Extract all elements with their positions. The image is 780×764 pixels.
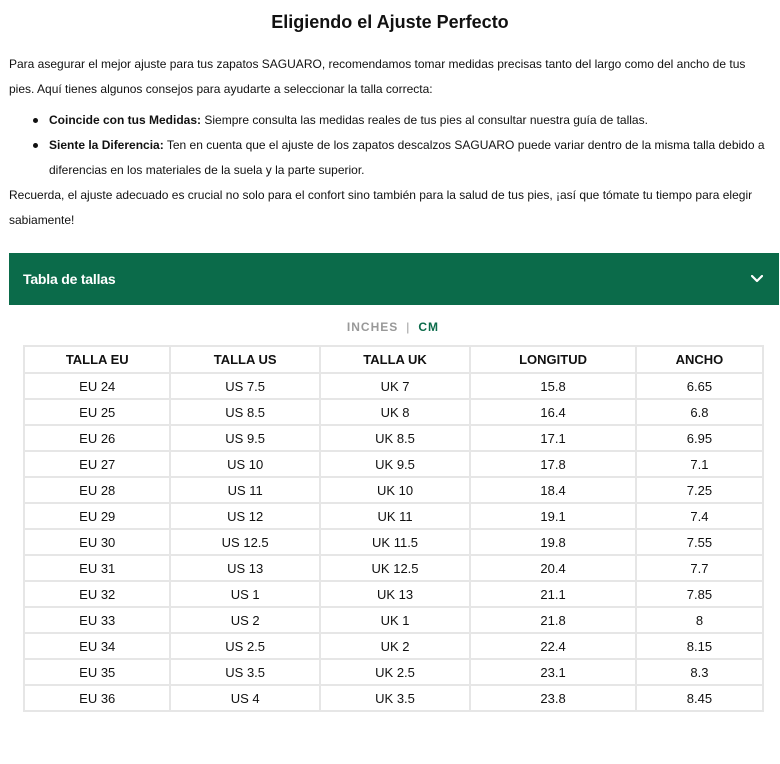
tip-text: Siempre consulta las medidas reales de tus pies al consultar nuestra guía de tallas. [201, 113, 648, 127]
table-cell: EU 32 [24, 581, 170, 607]
table-header-row [24, 346, 763, 373]
table-cell: EU 28 [24, 477, 170, 503]
tip-label: Coincide con tus Medidas: [49, 113, 202, 127]
table-cell: UK 2.5 [320, 659, 470, 685]
table-cell: 8.3 [636, 659, 763, 685]
table-cell: UK 9.5 [320, 451, 470, 477]
table-cell: EU 35 [24, 659, 170, 685]
table-cell: 7.7 [636, 555, 763, 581]
chevron-down-icon[interactable] [749, 271, 765, 287]
intro-paragraph: Para asegurar el mejor ajuste para tus zapatos SAGUARO, recomendamos tomar medidas precisas tanto del largo como del ancho de tus pies. Aquí tienes algunos consejos para ayudarte a seleccionar la talla correcta: [9, 57, 746, 96]
table-row [24, 555, 763, 581]
table-cell: US 9.5 [170, 425, 319, 451]
table-cell: US 10 [170, 451, 319, 477]
table-row [24, 425, 763, 451]
table-cell: 23.8 [470, 685, 636, 711]
size-table [23, 345, 764, 712]
table-cell: EU 24 [24, 373, 170, 399]
table-cell: 19.1 [470, 503, 636, 529]
tip-item [9, 108, 774, 133]
table-cell: US 7.5 [170, 373, 319, 399]
table-row [24, 685, 763, 711]
table-cell: 7.85 [636, 581, 763, 607]
table-cell: 15.8 [470, 373, 636, 399]
table-cell: EU 31 [24, 555, 170, 581]
table-cell: US 3.5 [170, 659, 319, 685]
unit-toggle [0, 320, 780, 334]
page-title: Eligiendo el Ajuste Perfecto [271, 12, 509, 32]
table-cell: UK 7 [320, 373, 470, 399]
table-cell: US 1 [170, 581, 319, 607]
column-header: ANCHO [636, 346, 763, 373]
table-row [24, 633, 763, 659]
table-cell: 22.4 [470, 633, 636, 659]
bullet-icon [33, 143, 38, 148]
table-cell: 7.4 [636, 503, 763, 529]
closing-paragraph: Recuerda, el ajuste adecuado es crucial no solo para el confort sino también para la salud de tus pies, ¡así que tómate tu tiempo para elegir sabiamente! [9, 188, 753, 227]
table-cell: 17.1 [470, 425, 636, 451]
table-cell: 21.1 [470, 581, 636, 607]
table-cell: UK 3.5 [320, 685, 470, 711]
table-cell: UK 10 [320, 477, 470, 503]
table-cell: UK 1 [320, 607, 470, 633]
table-cell: 21.8 [470, 607, 636, 633]
table-cell: US 12.5 [170, 529, 319, 555]
table-cell: UK 2 [320, 633, 470, 659]
table-cell: 16.4 [470, 399, 636, 425]
tip-label: Siente la Diferencia: [49, 138, 164, 152]
unit-cm-toggle[interactable]: CM [418, 320, 440, 334]
column-header: LONGITUD [470, 346, 636, 373]
table-cell: UK 11.5 [320, 529, 470, 555]
table-cell: EU 27 [24, 451, 170, 477]
table-cell: UK 13 [320, 581, 470, 607]
table-cell: EU 25 [24, 399, 170, 425]
table-row [24, 581, 763, 607]
table-cell: 7.55 [636, 529, 763, 555]
table-cell: 6.95 [636, 425, 763, 451]
table-cell: EU 34 [24, 633, 170, 659]
table-cell: EU 36 [24, 685, 170, 711]
table-cell: UK 11 [320, 503, 470, 529]
unit-inches-toggle[interactable]: INCHES [346, 320, 399, 334]
table-cell: US 2.5 [170, 633, 319, 659]
table-cell: 6.8 [636, 399, 763, 425]
table-row [24, 659, 763, 685]
table-cell: UK 12.5 [320, 555, 470, 581]
table-cell: US 11 [170, 477, 319, 503]
intro-section [9, 52, 774, 233]
accordion-title: Tabla de tallas [23, 271, 116, 287]
table-cell: US 2 [170, 607, 319, 633]
table-row [24, 399, 763, 425]
table-cell: 17.8 [470, 451, 636, 477]
table-cell: 18.4 [470, 477, 636, 503]
table-cell: EU 30 [24, 529, 170, 555]
table-cell: 8.15 [636, 633, 763, 659]
table-cell: US 13 [170, 555, 319, 581]
table-cell: 7.25 [636, 477, 763, 503]
table-cell: 19.8 [470, 529, 636, 555]
table-cell: 20.4 [470, 555, 636, 581]
table-cell: US 4 [170, 685, 319, 711]
table-row [24, 373, 763, 399]
table-cell: 8 [636, 607, 763, 633]
tip-text: Ten en cuenta que el ajuste de los zapatos descalzos SAGUARO puede variar dentro de la misma talla debido a diferencias en los materiales de la suela y la parte superior. [49, 138, 765, 177]
bullet-icon [33, 118, 38, 123]
table-cell: 8.45 [636, 685, 763, 711]
column-header: TALLA EU [24, 346, 170, 373]
table-cell: US 12 [170, 503, 319, 529]
column-header: TALLA UK [320, 346, 470, 373]
table-row [24, 451, 763, 477]
table-cell: 23.1 [470, 659, 636, 685]
tips-list [9, 108, 774, 183]
size-chart-accordion[interactable] [9, 253, 779, 305]
table-cell: 7.1 [636, 451, 763, 477]
table-row [24, 607, 763, 633]
table-cell: EU 33 [24, 607, 170, 633]
table-row [24, 503, 763, 529]
table-cell: EU 29 [24, 503, 170, 529]
column-header: TALLA US [170, 346, 319, 373]
table-row [24, 477, 763, 503]
table-cell: 6.65 [636, 373, 763, 399]
table-body [24, 373, 763, 711]
table-cell: US 8.5 [170, 399, 319, 425]
tip-item [9, 133, 774, 183]
table-cell: UK 8 [320, 399, 470, 425]
table-cell: UK 8.5 [320, 425, 470, 451]
table-cell: EU 26 [24, 425, 170, 451]
unit-separator: | [406, 320, 411, 334]
table-row [24, 529, 763, 555]
